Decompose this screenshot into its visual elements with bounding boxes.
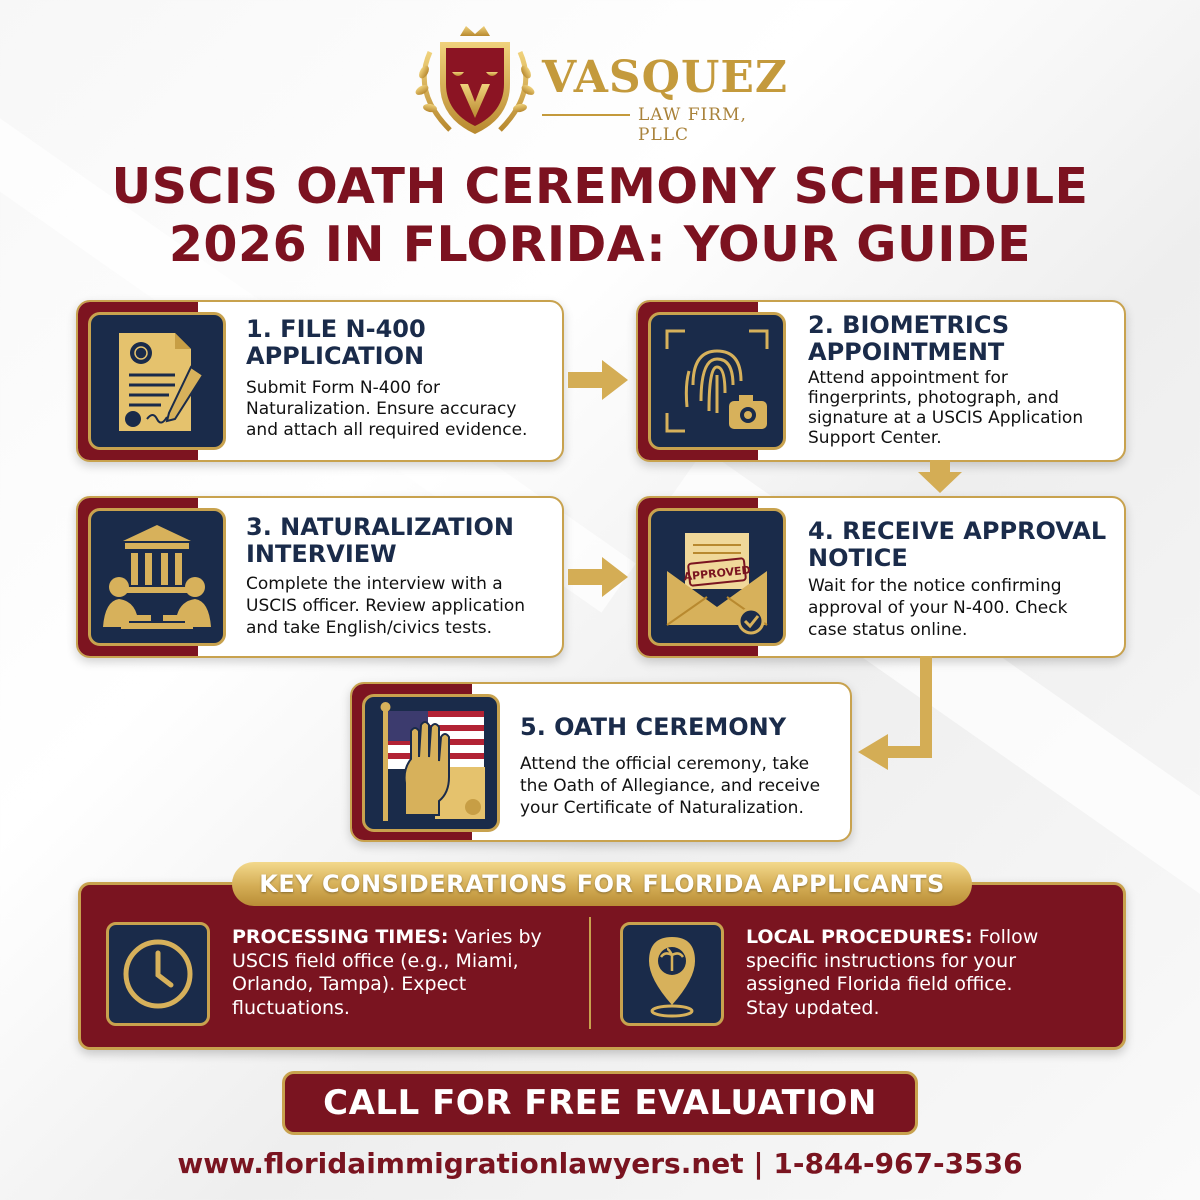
- approved-envelope-icon: [648, 508, 786, 646]
- step-card-1: [76, 300, 564, 462]
- step-description: Attend appointment for: [808, 368, 1008, 388]
- local-procedures-label: LOCAL PROCEDURES:: [746, 926, 973, 948]
- step-title: 2. BIOMETRICS: [808, 311, 1010, 339]
- step-description: USCIS officer. Review application: [246, 596, 526, 616]
- step-description: fingerprints, photograph, and: [808, 388, 1059, 408]
- step-description: approval of your N-400. Check: [808, 598, 1068, 618]
- free-evaluation-button[interactable]: CALL FOR FREE EVALUATION: [282, 1071, 918, 1135]
- palm-location-pin-icon: [620, 922, 724, 1026]
- brand-divider: [542, 114, 630, 116]
- step-card-5: [350, 682, 852, 842]
- step-title: APPOINTMENT: [808, 338, 1005, 366]
- step-description: Support Center.: [808, 428, 942, 448]
- step-description: and take English/civics tests.: [246, 618, 493, 638]
- clock-icon: [106, 922, 210, 1026]
- step-description: Attend the official ceremony, take: [520, 754, 810, 774]
- processing-times-label: PROCESSING TIMES:: [232, 926, 449, 948]
- arrow-right-icon: [566, 555, 630, 599]
- step-description: the Oath of Allegiance, and receive: [520, 776, 821, 796]
- step-description: your Certificate of Naturalization.: [520, 798, 804, 818]
- step-description: Submit Form N-400 for: [246, 378, 441, 398]
- brand-name: VASQUEZ: [542, 52, 788, 103]
- approved-stamp: APPROVED: [682, 563, 752, 584]
- step-card-3: [76, 496, 564, 658]
- step-title: NOTICE: [808, 544, 908, 572]
- page-title-line-1: USCIS OATH CEREMONY SCHEDULE: [111, 158, 1089, 215]
- local-procedures-line: specific instructions for your: [746, 949, 1017, 972]
- local-procedures-line: Stay updated.: [746, 996, 880, 1019]
- fingerprint-camera-icon: [648, 312, 786, 450]
- brand-logo: [410, 22, 800, 145]
- local-procedures-line: Follow: [972, 926, 1039, 948]
- step-title: 4. RECEIVE APPROVAL: [808, 517, 1107, 545]
- contact-footer[interactable]: www.floridaimmigrationlawyers.net | 1-844-967-3536: [177, 1147, 1023, 1180]
- local-procedures-text: [746, 926, 1038, 1020]
- processing-times-line: Orlando, Tampa). Expect: [232, 973, 467, 995]
- processing-times-line: Varies by: [448, 926, 542, 948]
- arrow-down-icon: [916, 460, 964, 494]
- step-title: INTERVIEW: [246, 540, 397, 568]
- step-description: signature at a USCIS Application: [808, 408, 1084, 428]
- processing-times-text: [232, 926, 542, 1020]
- step-title: 3. NATURALIZATION: [246, 513, 515, 541]
- step-title: 1. FILE N-400: [246, 315, 426, 343]
- page-title-line-2: 2026 IN FLORIDA: YOUR GUIDE: [168, 216, 1032, 273]
- step-card-2: [636, 300, 1126, 462]
- crown-shield-scales-icon: [410, 22, 540, 142]
- step-description: and attach all required evidence.: [246, 420, 528, 440]
- key-divider: [589, 917, 591, 1029]
- step-description: case status online.: [808, 620, 968, 640]
- courthouse-interview-icon: [88, 508, 226, 646]
- arrow-right-icon: [566, 358, 630, 402]
- step-description: Naturalization. Ensure accuracy: [246, 399, 517, 419]
- brand-subtitle: LAW FIRM, PLLC: [638, 105, 747, 145]
- step-title: APPLICATION: [246, 342, 425, 370]
- processing-times-line: fluctuations.: [232, 996, 350, 1019]
- step-title: 5. OATH CEREMONY: [520, 713, 787, 741]
- step-card-4: [636, 496, 1126, 658]
- step-description: Wait for the notice confirming: [808, 576, 1062, 596]
- processing-times-line: USCIS field office (e.g., Miami,: [232, 949, 519, 972]
- local-procedures-line: assigned Florida field office.: [746, 973, 1013, 995]
- document-pen-icon: [88, 312, 226, 450]
- key-considerations-banner: KEY CONSIDERATIONS FOR FLORIDA APPLICANTS: [232, 862, 972, 906]
- flag-raised-hand-icon: [362, 694, 500, 832]
- arrow-elbow-icon: [854, 656, 950, 786]
- step-description: Complete the interview with a: [246, 574, 503, 594]
